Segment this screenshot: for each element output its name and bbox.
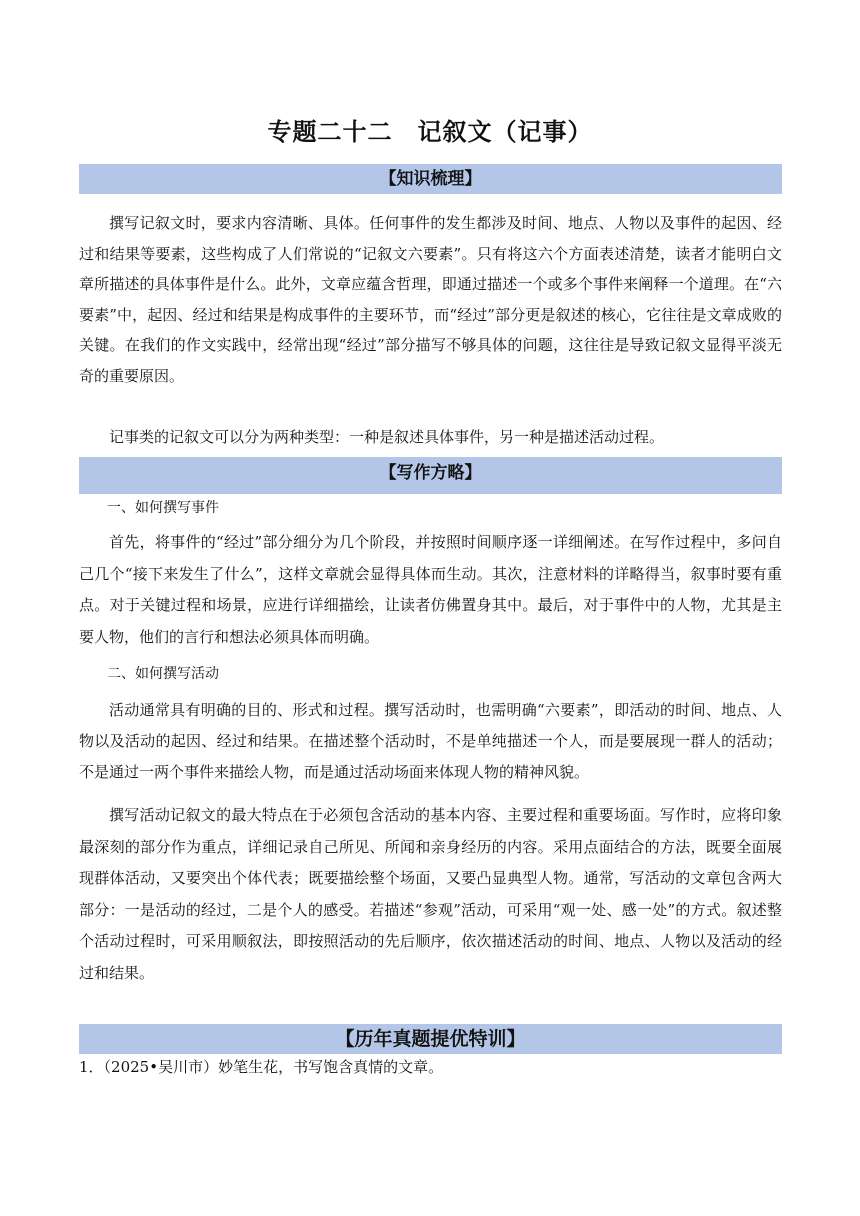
section-header-knowledge: 【知识梳理】 bbox=[79, 164, 782, 194]
knowledge-paragraph-1: 撰写记叙文时，要求内容清晰、具体。任何事件的发生都涉及时间、地点、人物以及事件的起因、经过和结果等要素，这些构成了人们常说的“记叙文六要素”。只有将这六个方面表述清楚，读者才能明白文章所描述的具体事件是什么。此外，文章应蕴含哲理，即通过描述一个或多个事件来阐释一个道理。在“六要素”中，起因、经过和结果是构成事件的主要环节，而“经过”部分更是叙述的核心，它往往是文章成败的关键。在我们的作文实践中，经常出现“经过”部分描写不够具体的问题，这往往是导致记叙文显得平淡无奇的重要原因。 bbox=[79, 214, 782, 385]
strategy-heading-activities: 二、如何撰写活动 bbox=[107, 666, 219, 682]
strategy-heading-events: 一、如何撰写事件 bbox=[107, 500, 219, 516]
page-title: 专题二十二 记叙文（记事） bbox=[267, 118, 593, 146]
strategy-paragraph-activities-2: 撰写活动记叙文的最大特点在于必须包含活动的基本内容、主要过程和重要场面。写作时，应将印象最深刻的部分作为重点，详细记录自己所见、所闻和亲身经历的内容。采用点面结合的方法，既要全面展现群体活动，又要突出个体代表；既要描绘整个场面，又要凸显典型人物。通常，写活动的文章包含两大部分：一是活动的经过，二是个人的感受。若描述“参观”活动，可采用“观一处、感一处”的方式。叙述整个活动过程时，可采用顺叙法，即按照活动的先后顺序，依次描述活动的时间、地点、人物以及活动的经过和结果。 bbox=[79, 806, 782, 982]
section-header-strategy: 【写作方略】 bbox=[79, 457, 782, 494]
section-header-practice: 【历年真题提优特训】 bbox=[79, 1024, 782, 1054]
strategy-paragraph-activities-1: 活动通常具有明确的目的、形式和过程。撰写活动时，也需明确“六要素”，即活动的时间、地点、人物以及活动的起因、经过和结果。在描述整个活动时，不是单纯描述一个人，而是要展现一群人的活动；不是通过一两个事件来描绘人物，而是通过活动场面来体现人物的精神风貌。 bbox=[79, 701, 782, 781]
question-1: 1．（2025•吴川市）妙笔生花，书写饱含真情的文章。 bbox=[79, 1058, 444, 1076]
strategy-paragraph-events: 首先，将事件的“经过”部分细分为几个阶段，并按照时间顺序逐一详细阐述。在写作过程中，多问自己几个“接下来发生了什么”，这样文章就会显得具体而生动。其次，注意材料的详略得当，叙事时要有重点。对于关键过程和场景，应进行详细描绘，让读者仿佛置身其中。最后，对于事件中的人物，尤其是主要人物，他们的言行和想法必须具体而明确。 bbox=[79, 533, 782, 646]
knowledge-paragraph-2: 记事类的记叙文可以分为两种类型：一种是叙述具体事件，另一种是描述活动过程。 bbox=[109, 428, 665, 446]
